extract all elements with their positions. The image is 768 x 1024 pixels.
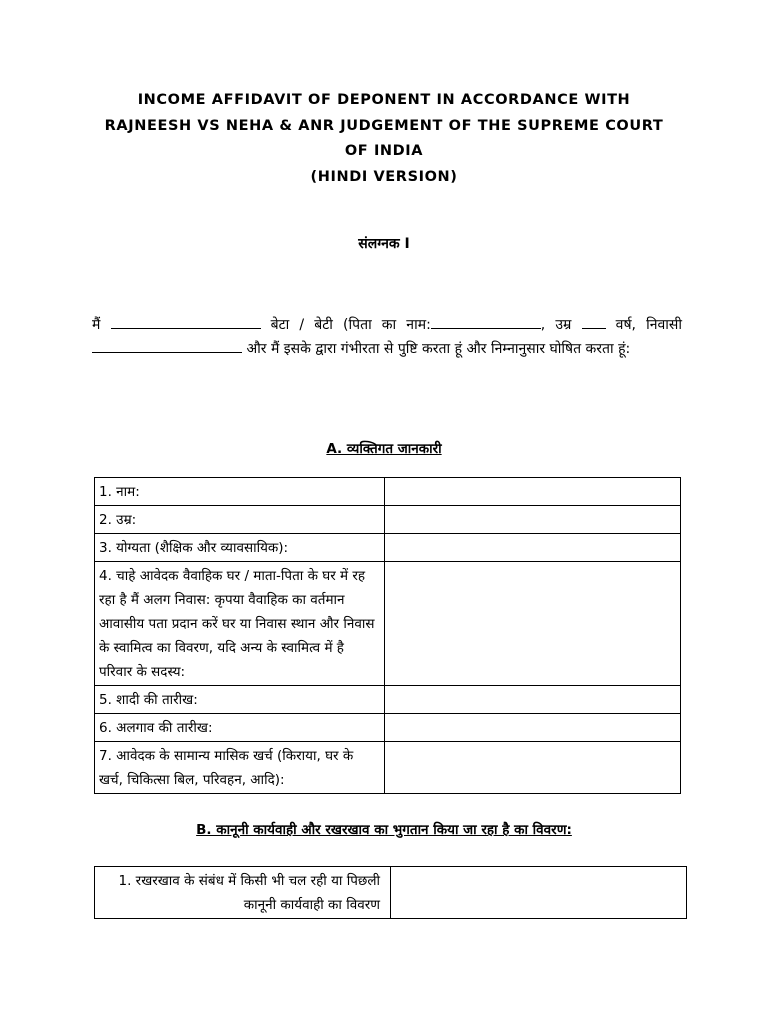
name-blank[interactable]	[111, 314, 261, 329]
row-label: 1. रखरखाव के संबंध में किसी भी चल रही या पिछली कानूनी कार्यवाही का विवरण	[95, 867, 391, 919]
personal-info-table	[94, 477, 681, 794]
row-value-cell[interactable]	[385, 534, 681, 562]
row-value-cell[interactable]	[385, 562, 681, 686]
table-row	[95, 534, 681, 562]
table-row	[95, 506, 681, 534]
section-b-heading: B. कानूनी कार्यवाही और रखरखाव का भुगतान किया जा रहा है का विवरण:	[196, 822, 572, 838]
intro-text-4: वर्ष, निवासी	[615, 317, 683, 333]
table-row	[95, 478, 681, 506]
section-a-heading: A. व्यक्तिगत जानकारी	[326, 441, 442, 457]
document-title	[60, 88, 708, 190]
table-row	[95, 562, 681, 686]
intro-text-3: , उम्र	[540, 317, 572, 333]
table-row	[95, 867, 687, 919]
title-line-4: (HINDI VERSION)	[310, 168, 458, 185]
table-row	[95, 686, 681, 714]
row-label: 7. आवेदक के सामान्य मासिक खर्च (किराया, घर के खर्च, चिकित्सा बिल, परिवहन, आदि):	[95, 742, 385, 794]
row-label: 6. अलगाव की तारीख:	[95, 714, 385, 742]
age-blank[interactable]	[582, 314, 606, 329]
row-label: 4. चाहे आवेदक वैवाहिक घर / माता-पिता के घर में रह रहा है मैं अलग निवास: कृपया वैवाहिक का वर्तमान आवासीय पता प्रदान करें घर या निवास स्थान और निवास के स्वामित्व का विवरण, यदि अन्य के स्वामित्व में है परिवार के सदस्य:	[95, 562, 385, 686]
table-row	[95, 742, 681, 794]
title-line-1: INCOME AFFIDAVIT OF DEPONENT IN ACCORDANCE WITH	[137, 92, 631, 108]
row-value-cell[interactable]	[385, 742, 681, 794]
row-label: 3. योग्यता (शैक्षिक और व्यावसायिक):	[95, 534, 385, 562]
intro-text-5: और मैं इसके द्वारा गंभीरता से पुष्टि करता हूं और निम्नानुसार घोषित करता हूं:	[246, 341, 631, 357]
row-value-cell[interactable]	[391, 867, 687, 919]
row-value-cell[interactable]	[385, 686, 681, 714]
father-name-blank[interactable]	[431, 314, 541, 329]
intro-paragraph	[92, 313, 682, 361]
intro-text-1: मैं	[92, 317, 101, 333]
legal-proceedings-table	[94, 866, 687, 919]
row-label: 5. शादी की तारीख:	[95, 686, 385, 714]
annexure-label: संलग्नक I	[358, 236, 410, 252]
row-label: 2. उम्र:	[95, 506, 385, 534]
row-value-cell[interactable]	[385, 714, 681, 742]
title-line-2: RAJNEESH VS NEHA & ANR JUDGEMENT OF THE SUPREME COURT	[104, 117, 664, 134]
residence-blank[interactable]	[92, 338, 242, 353]
row-value-cell[interactable]	[385, 506, 681, 534]
intro-text-2: बेटा / बेटी (पिता का नाम:	[270, 317, 431, 333]
row-label: 1. नाम:	[95, 478, 385, 506]
table-row	[95, 714, 681, 742]
row-value-cell[interactable]	[385, 478, 681, 506]
title-line-3: OF INDIA	[344, 143, 424, 159]
